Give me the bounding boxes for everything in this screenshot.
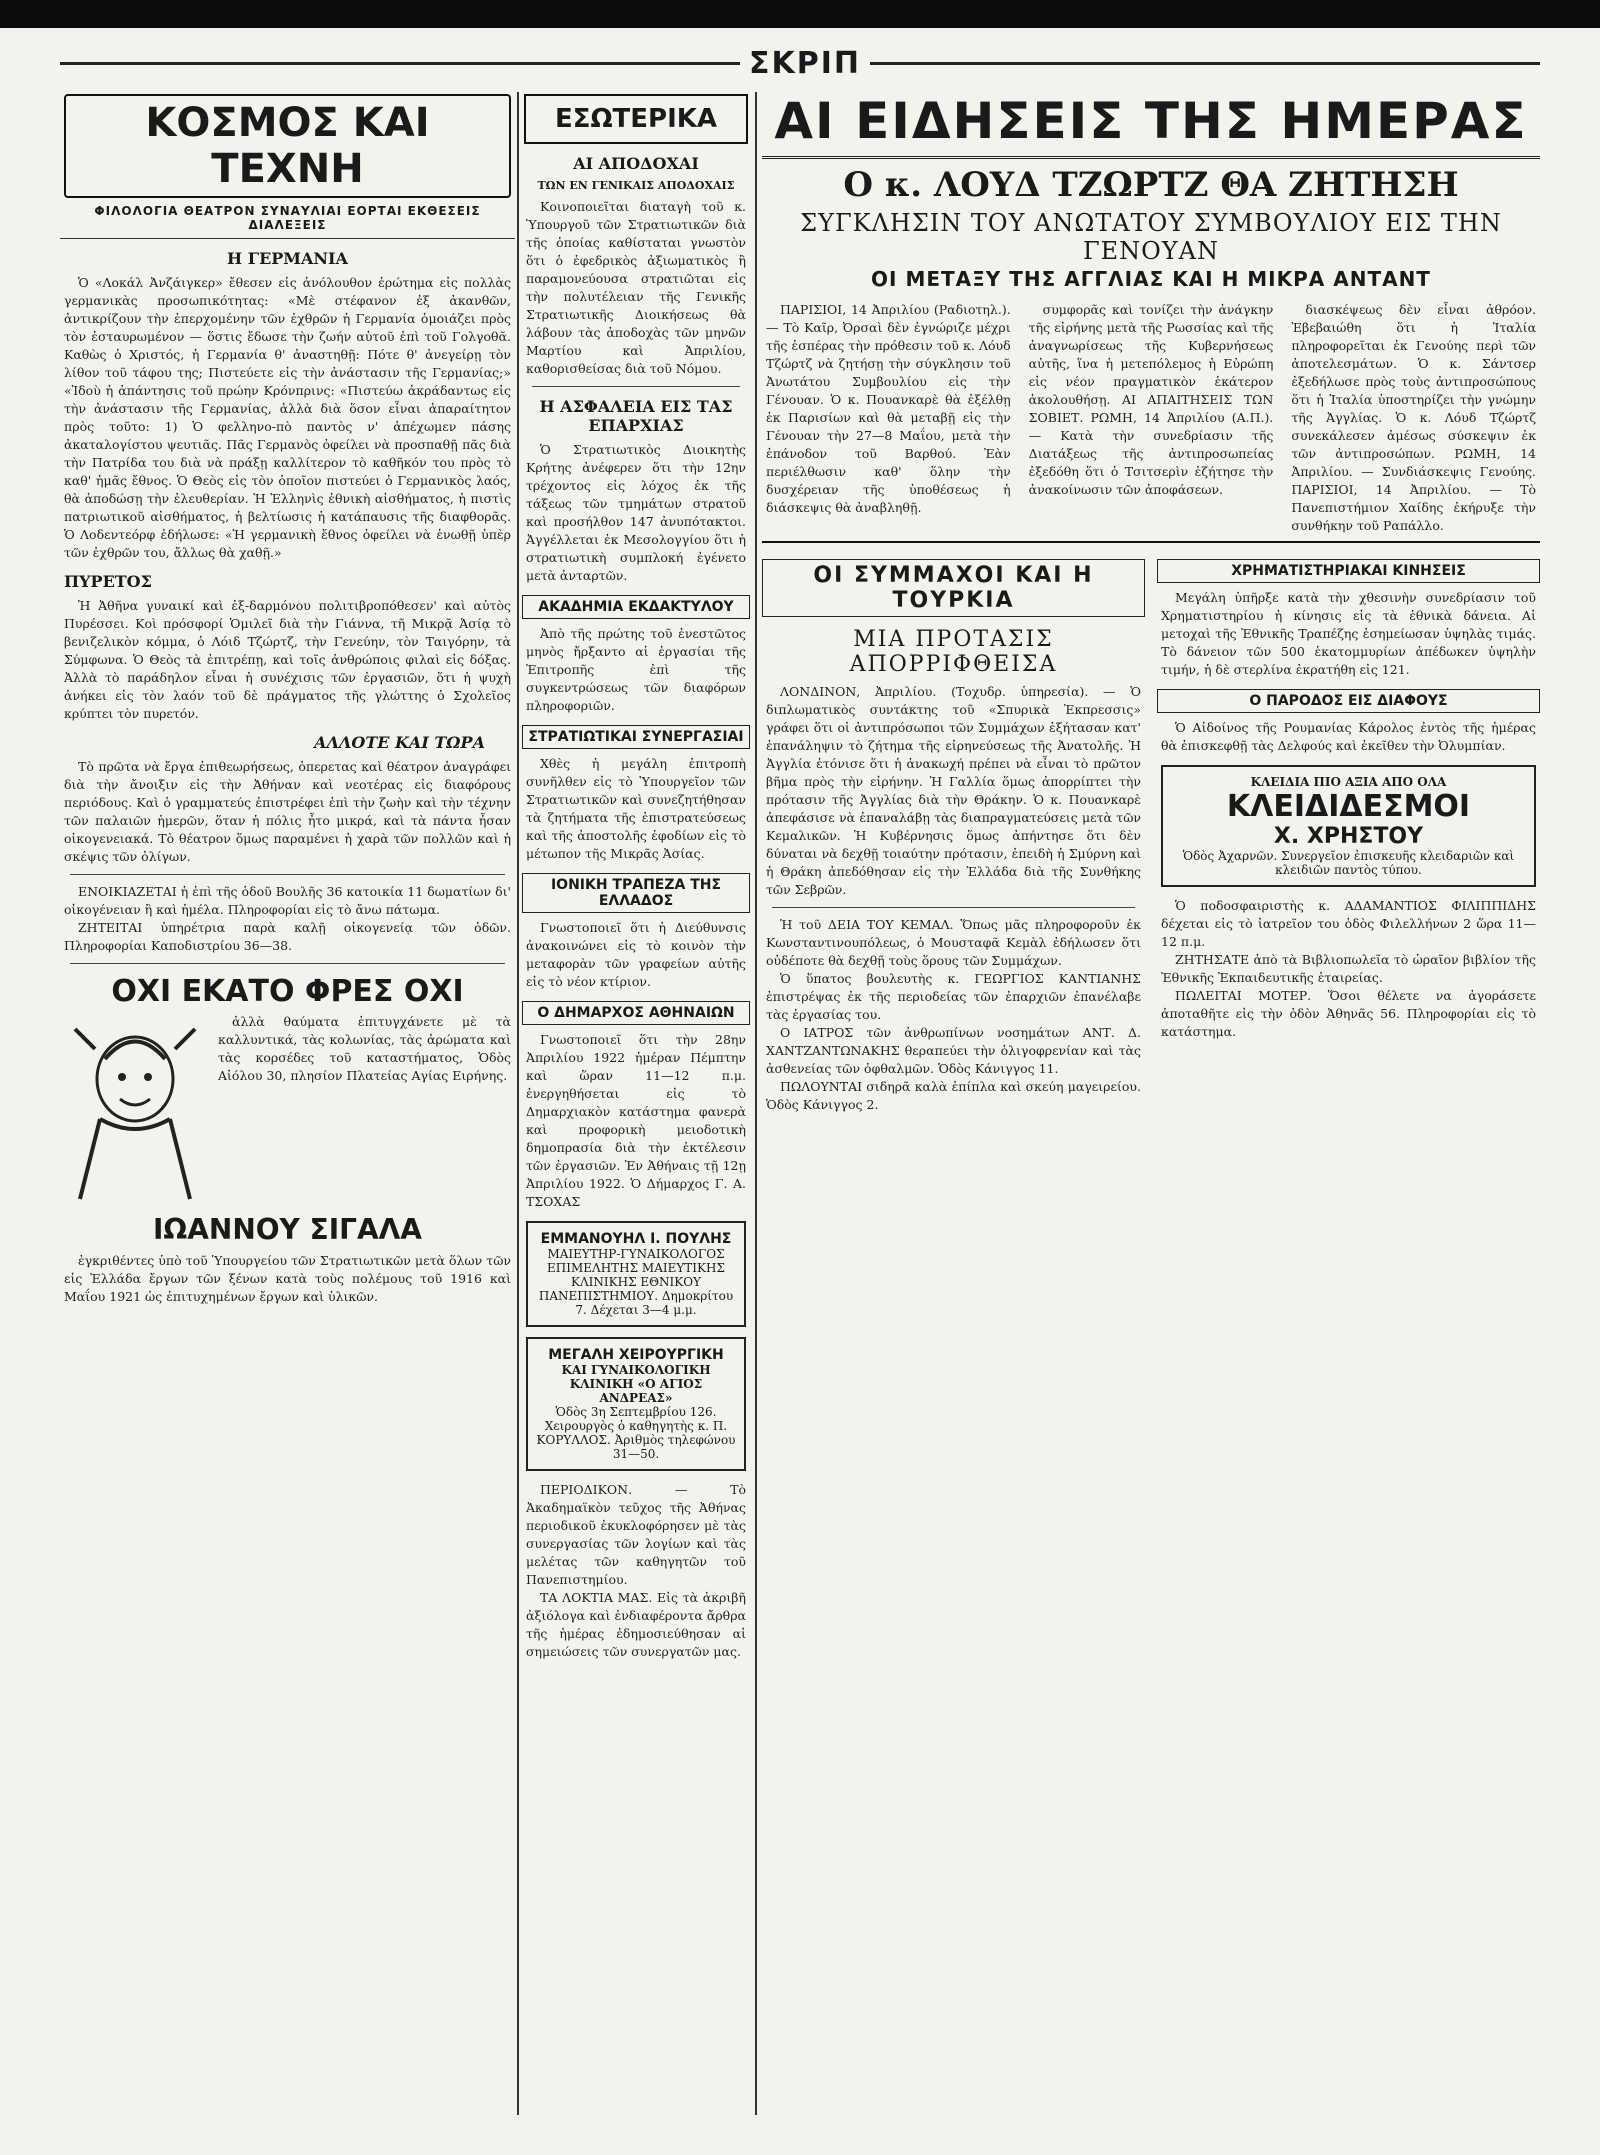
article-head-stratiotikai: ΣΤΡΑΤΙΩΤΙΚΑΙ ΣΥΝΕΡΓΑΣΙΑΙ (522, 725, 750, 749)
advert-kleidides-head: ΚΛΕΙΔΙΑ ΠΙΟ ΑΞΙΑ ΑΠΟ ΟΛΑ (1250, 775, 1447, 789)
advert-illustration (60, 1019, 210, 1209)
classified-poleitai-moter: ΠΩΛΕΙΤΑΙ ΜΟΤΕΡ. Ὅσοι θέλετε να ἀγοράσετε ἀποταθῆτε εἰς τὴν ὁδὸν Ἀθηνᾶς 56. Πληροφορίαι εἰς τὸ κατάστημα. (1161, 988, 1536, 1039)
article-body-dimarchos: Γνωστοποιεῖ ὅτι τὴν 28ην Ἀπριλίου 1922 ἡμέραν Πέμπτην καὶ ὥραν 11—12 π.μ. ἐνεργηθήσεται εἰς τὸ Δημαρχιακὸν κατάστημα φανερὰ καὶ προφορικὴ μειοδοτικὴ δημοπρασία διὰ τὴν ἐκτέλεσιν τῶν ἐργασιῶν. Ἐν Ἀθήναις τῇ 12ῃ Ἀπριλίου 1922. Ὁ Δήμαρχος Γ. Α. ΤΣΟΧΑΣ (526, 1032, 746, 1209)
article-body-allote: Τὸ πρῶτα νὰ ἔργα ἐπιθεωρήσεως, ὁπερετας καὶ θέατρον ἀναγράφει διὰ τὴν ἄνοιξιν εἰς τὴν Ἀθήναν καὶ νεοτέρας εἰς διαφόρους περιόδους. Καὶ ὁ γραμματεύς ἐπιστρέφει ἐπὶ τὴν ζωὴν καὶ τὴν τέχνην τῶν παλαιῶν ἡμερῶν, ὅταν ἡ πόλις ἦτο μικρά, καὶ τὰ πάντα ἦσαν οἰκογενειακά. Τὸ θέατρον ὅμως παραμένει ἡ χαρὰ τῶν πολλῶν καὶ ἡ σκέψις τῶν ὀλίγων. (64, 759, 511, 864)
section-title: ΕΣΩΤΕΡΙΚΑ (524, 94, 748, 144)
lead-subheadline: ΣΥΓΚΛΗΣΙΝ ΤΟΥ ΑΝΩΤΑΤΟΥ ΣΥΜΒΟΥΛΙΟΥ ΕΙΣ ΤΗΝ ΓΕΝΟΥΑΝ (800, 209, 1502, 265)
newspaper-name: ΣΚΡΙΠ (740, 46, 870, 81)
divider (70, 963, 505, 964)
article-body-kemal: Ἡ τοῦ ΔΕΙΑ ΤΟΥ ΚΕΜΑΛ. Ὅπως μᾶς πληροφοροῦν ἐκ Κωνσταντινουπόλεως, ὁ Μουσταφᾶ Κεμὰλ ἐδήλωσεν ὅτι οὐδέποτε θὰ δεχθῇ τοὺς ὅρους τῶν Συμμάχων. (766, 917, 1141, 968)
article-head-dimarchos: Ο ΔΗΜΑΡΧΟΣ ΑΘΗΝΑΙΩΝ (522, 1001, 750, 1025)
lower-section (762, 549, 1540, 1114)
article-body-periodikon: ΠΕΡΙΟΔΙΚΟΝ. — Τὸ Ἀκαδημαϊκὸν τεῦχος τῆς Ἀθήνας περιοδικοῦ ἐκυκλοφόρησεν μὲ τὰς συνεργασίας τῶν λογίων καὶ τὰς μελέτας τῶν καθηγητῶν τοῦ Πανεπιστημίου. (526, 1482, 746, 1587)
article-head-symmachoi: ΟΙ ΣΥΜΜΑΧΟΙ ΚΑΙ Η ΤΟΥΡΚΙΑ (762, 559, 1145, 617)
divider (70, 874, 505, 875)
column-esoterika (522, 84, 750, 2115)
classified-enoikiazetai: ΕΝΟΙΚΙΑΖΕΤΑΙ ἡ ἐπὶ τῆς ὁδοῦ Βουλῆς 36 κατοικία 11 δωματίων δι' οἰκογένειαν ἢ καὶ ἡμέλα. Πληροφορίαι εἰς τὸ ἄνω πάτωμα. (64, 884, 511, 917)
article-subhead-apodochai: ΤΩΝ ΕΝ ΓΕΝΙΚΑΙΣ ΑΠΟΔΟΧΑΙΣ (537, 179, 735, 192)
notice-kantianis: Ὁ ὕπατος βουλευτὴς κ. ΓΕΩΡΓΙΟΣ ΚΑΝΤΙΑΝΗΣ ἐπιστρέψας ἐκ τῆς περιοδείας τῶν ἐπαρχιῶν ἐπανέλαβε τὰς ἐργασίας του. (766, 971, 1141, 1022)
article-body-apodochai: Κοινοποιεῖται διαταγὴ τοῦ κ. Ὑπουργοῦ τῶν Στρατιωτικῶν διὰ τῆς ὁποίας καθίσταται γνωστὸν ὅτι ὁ ἐφεδρικὸς ἀξιωματικὸς ἢ παραμονεύουσα στρατιῶται εἰς τὴν πολυτέλειαν τῆς Γενικῆς Στρατιωτικῆς Διοικήσεως θὰ λάβουν τὰς ἀποδοχὰς τῶν μηνῶν Μαρτίου καὶ Ἀπριλίου, καθορισθείσας διὰ τοῦ Νόμου. (526, 199, 746, 376)
article-body-chrimatistirio: Μεγάλη ὑπῆρξε κατὰ τὴν χθεσινὴν συνεδρίασιν τοῦ Χρηματιστηρίου ἡ κίνησις εἰς τὰ ἐθνικὰ δάνεια. Αἱ μετοχαὶ τῆς Ἐθνικῆς Τραπέζης ἐσημείωσαν ὑψηλὰς τιμάς. Τὸ δάνειον τῶν 500 ἑκατομμυρίων ἀπέδωκεν ὑψηλὴν τιμήν, ἡ δὲ στερλίνα ἐκρατήθη εἰς 121. (1161, 590, 1536, 677)
advert-kleidides-name: ΚΛΕΙΔΙΔΕΣΜΟΙ (1226, 789, 1471, 824)
column-divider-2 (755, 92, 757, 2115)
lead-headline: Ο κ. ΛΟΥΔ ΤΖΩΡΤΖ ΘΑ ΖΗΤΗΣΗ (843, 165, 1459, 205)
article-body-parodos: Ὁ Αἰδοίνος τῆς Ρουμανίας Κάρολος ἐντὸς τῆς ἡμέρας θὰ ἐπισκεφθῇ τὰς Δελφούς καὶ ἐκεῖθεν τὴν Ὀλυμπίαν. (1161, 720, 1536, 753)
article-head-parodos: Ο ΠΑΡΟΔΟΣ ΕΙΣ ΔΙΑΦΟΥΣ (1157, 689, 1540, 713)
article-body-loktia: ΤΑ ΛΟΚΤΙΑ ΜΑΣ. Εἰς τὰ ἀκριβῆ ἀξιόλογα καὶ ἐνδιαφέροντα ἄρθρα τῆς ἡμέρας ἐδημοσιεύθησαν αἱ σημειώσεις τῶν συνεργατῶν μας. (526, 1590, 746, 1659)
lead-article-col1: ΠΑΡΙΣΙΟΙ, 14 Ἀπριλίου (Ραδιοτηλ.). — Τὸ Καῖρ, Ὀρσαὶ δὲν ἐγνώριζε μέχρι τῆς ἑσπέρας τὴν πρόθεσιν τοῦ κ. Λόυδ Τζώρτζ νὰ ζητήσῃ τὴν σύγκλησιν τοῦ Ἀνωτάτου Συμβουλίου εἰς τὴν Γένουαν. Ὁ κ. Πουανκαρὲ θὰ ἐξέλθῃ ἐκ Παρισίων καὶ θὰ μεταβῇ εἰς τὴν Γένουαν τὴν 27—8 Μαΐου, μετὰ τὴν ἐπάνοδον τοῦ Βαρθού. Ἐὰν περιέλθωσιν καθ' ὅλην τὴν δυσχέρειαν τῆς ὑποθέσεως ἡ διάσκεψις θὰ ἀναβληθῇ. (766, 302, 1011, 515)
page-headline: ΑΙ ΕΙΔΗΣΕΙΣ ΤΗΣ ΗΜΕΡΑΣ (762, 92, 1540, 159)
masthead (60, 46, 1540, 81)
article-head-akadimia: ΑΚΑΔΗΜΙΑ ΕΚΔΑΚΤΥΛΟΥ (522, 595, 750, 619)
article-head-pyretos: ΠΥΡΕΤΟΣ (64, 572, 152, 591)
column-divider-1 (517, 92, 519, 2115)
advert-cheirourgiki-sub: ΚΑΙ ΓΥΝΑΙΚΟΛΟΓΙΚΗ ΚΛΙΝΙΚΗ «Ο ΑΓΙΟΣ ΑΝΔΡΕΑΣ» (561, 1363, 711, 1405)
classified-zitetai: ΖΗΤΕΙΤΑΙ ὑπηρέτρια παρὰ καλῇ οἰκογενείᾳ τῶν ὁδῶν. Πληροφορίαι Καποδιστρίου 36—38. (64, 920, 511, 953)
article-head-germania: Η ΓΕΡΜΑΝΙΑ (227, 249, 348, 268)
advert-cheirourgiki-body: Ὁδὸς 3η Σεπτεμβρίου 126. Χειρουργὸς ὁ καθηγητὴς κ. Π. ΚΟΡΥΛΛΟΣ. Ἀριθμὸς τηλεφώνου 31—50. (536, 1405, 736, 1461)
advert-poulis-body: ΜΑΙΕΥΤΗΡ-ΓΥΝΑΙΚΟΛΟΓΟΣ ΕΠΙΜΕΛΗΤΗΣ ΜΑΙΕΥΤΙΚΗΣ ΚΛΙΝΙΚΗΣ ΕΘΝΙΚΟΥ ΠΑΝΕΠΙΣΤΗΜΙΟΥ. Δημοκρίτου 7. Δέχεται 3—4 μ.μ. (538, 1247, 734, 1317)
article-body-germania: Ὁ «Λοκάλ Ἀνζάιγκερ» ἔθεσεν εἰς ἀνόλουθον ἐρώτημα εἰς πολλὰς γερμανικὰς προσωπικότητας: «Μὲ στέφανον ἐξ ἀκανθῶν, ἀντικρίζουν τὴν ἐπερχομένην τῶν ἐχθρῶν ἡ Γερμανία ὁμοιάζει πρὸς τὸν ἐσταυρωμένον — ὅστις ἔδωσε τὴν ζωήν αὑτοῦ ἐπὶ τοῦ Γολγοθᾶ. Καθὼς ὁ Χριστός, ἡ Γερμανία θ' ἀναστηθῇ: Πότε θ' ἀνεγείρῃ τὸν λίθον τοῦ τάφου της; Πιστεύετε εἰς τὴν ἀνάστασιν τῆς Γερμανίας;» «Ἰδοὺ ἡ ἀπάντησις τοῦ πρώην Κρόνπρινς: «Πιστεύω ἀκράδαντως εἰς τὴν ἀνάστασιν τῆς Γερμανίας, ἀλλὰ διὰ ὅσον εἶναι ἀπαραίτητον πρὸς τοῦτο: 1) Ὁ φελληνο-πὸ παντὸς ν' ἀπέχωμεν πάσης ἀκαταλογίστου ψευτιᾶς. Πᾶς Γερμανὸς ὀφείλει νὰ προσπαθῇ πᾶς διὰ τὴν Πατρίδα του διὰ νὰ πράξῃ καλλίτερον τὸ καθῆκόν του πρὸς τὸ καθ' ἡμᾶς ἔθνος. Ὁ Θεὸς εἰς τὸν ὁποῖον πιστεύει ὁ Γερμανικὸς λαός, θὰ ἀποδώσῃ τὴν ἐλευθερίαν. Ἡ Ἑλληνὶς ἐθνικὴ αἰσθήματος, ἡ πιστὶς πατριωτικοῦ αἰσθήματος, ἡ βελτίωσις ἡ κατάπαυσις τῆς διαφθορᾶς. Ὁ Λοδεντεόρφ ἐδήλωσε: «Ἡ γερμανικὴ ἔθνος ὀφείλει νὰ ἑνωθῇ ὑπὲρ τῶν ἐχθρῶν του, ἄλλως θὰ χαθῇ.» (64, 275, 511, 560)
notice-zitisate: ΖΗΤΗΣΑΤΕ ἀπὸ τὰ Βιβλιοπωλεῖα τὸ ὡραῖον βιβλίον τῆς Ἐθνικῆς Ἐκπαιδευτικῆς ἑταιρείας. (1161, 952, 1536, 985)
advert-ochi-body: ἀλλὰ θαύματα ἐπιτυγχάνετε μὲ τὰ καλλυντικά, τὰς κολωνίας, τὰς ἀρώματα καὶ τὰς κορσέδες τοῦ καταστήματος, Ὁδὸς Αἰόλου 30, πλησίον Πλατείας Αγίας Ειρήνης. (218, 1014, 511, 1083)
lead-subheadline-2: ΟΙ ΜΕΤΑΞΥ ΤΗΣ ΑΓΓΛΙΑΣ ΚΑΙ Η ΜΙΚΡΑ ΑΝΤΑΝΤ (871, 267, 1431, 291)
advert-cheirourgiki-head: ΜΕΓΑΛΗ ΧΕΙΡΟΥΡΓΙΚΗ (548, 1347, 724, 1363)
advert-sigala-body: ἐγκριθέντες ὑπὸ τοῦ Ὑπουργείου τῶν Στρατιωτικῶν μετὰ ὅλων τῶν εἰς Ἑλλάδα ἔργων τῶν ξένων κατὰ τοὺς πολέμους τοῦ 1916 καὶ Μαΐου 1921 ὡς ἐπιτυχημένων ἔργων καὶ ὑλικῶν. (64, 1253, 511, 1304)
divider (762, 541, 1540, 543)
lead-article-col2: συμφορᾶς καὶ τονίζει τὴν ἀνάγκην τῆς εἰρήνης μετὰ τῆς Ρωσσίας καὶ τῆς ἀναγνωρίσεως τῆς Κυβερνήσεως αὐτῆς, ἵνα ἡ μετεπόλεμος ἡ Εὐρώπη εἰς νέον πραγματικὸν ἑκάτερον ἀκολουθήσῃ. ΑΙ ΑΠΑΙΤΗΣΕΙΣ ΤΩΝ ΣΟΒΙΕΤ. ΡΩΜΗ, 14 Ἀπριλίου (Α.Π.). — Κατὰ τὴν συνεδρίασιν τῆς Διατάξεως τῆς ἀντιπροσωπείας ἐξεδόθη ὅτι ὁ Τσιτσερὶν ἐζήτησε τὴν ἀνακοίνωσιν τῶν ἀποφάσεων. (1028, 302, 1274, 497)
advert-ochi-headline: ΟΧΙ ΕΚΑΤΟ ΦΡΕΣ ΟΧΙ (111, 974, 464, 1009)
article-head-apodochai: ΑΙ ΑΠΟΔΟΧΑΙ (573, 154, 699, 173)
advert-kleidides-body: Ὁδὸς Ἀχαρνῶν. Συνεργεῖον ἐπισκευῆς κλειδαριῶν καὶ κλειδιῶν παντὸς τύπου. (1182, 849, 1515, 877)
article-body-stratiotikai: Χθὲς ἡ μεγάλη ἐπιτροπὴ συνῆλθεν εἰς τὸ Ὑπουργεῖον τῶν Στρατιωτικῶν καὶ συνεζητήθησαν τὰ ζητήματα τῆς ἐπιστρατεύσεως καὶ τῆς ἀποστολῆς ἐφοδίων εἰς τὸ μέτωπον τῆς Μικρᾶς Ἀσίας. (526, 756, 746, 861)
advert-poulis-name: ΕΜΜΑΝΟΥΗΛ Ι. ΠΟΥΛΗΣ (540, 1231, 732, 1247)
article-body-symmachoi: ΛΟΝΔΙΝΟΝ, Ἀπριλίου. (Τοχυδρ. ὑπηρεσία). — Ὁ διπλωματικὸς συντάκτης τοῦ «Σπυρικὰ Ἐκπρεσσις» γράφει ὅτι οἱ ἀντιπρόσωποι τῶν Συμμάχων ἐξήτασαν κατ' ἐπανάληψιν τὸ ζήτημα τῆς εἰρηνεύσεως τῆς Ἀνατολῆς. Ἡ Ἀγγλία ἐτόνισε ὅτι ἡ ἀνακωχή πρέπει νὰ εἶναι τὸ πρῶτον βῆμα πρὸς τὴν εἰρήνην. Ἡ Γαλλία ὅμως ἀπορρίπτει τὴν πρότασιν τῆς Ἀγγλίας διὰ τὴν Θράκην. Ὁ κ. Πουανκαρὲ ἀπεφάσισε νὰ ἐπαναλάβῃ τὰς διαπραγματεύσεις μετὰ τῶν Κεμαλικῶν. Ἡ Κυβέρνησις ὅμως ἀπήντησε ὅτι δὲν δύναται νὰ δεχθῇ τοιαύτην πρότασιν, ἐπειδὴ ἡ Σμύρνη καὶ ἡ Θράκη ἀπεδόθησαν εἰς τὴν Ἑλλάδα διὰ τῆς Συνθήκης τῶν Σεβρῶν. (766, 684, 1141, 897)
advert-poulis (526, 1221, 746, 1327)
article-head-ioniki: ΙΟΝΙΚΗ ΤΡΑΠΕΖΑ ΤΗΣ ΕΛΛΑΔΟΣ (522, 873, 750, 913)
notice-adamantios: Ὁ ποδοσφαιριστὴς κ. ΑΔΑΜΑΝΤΙΟΣ ΦΙΛΙΠΠΙΔΗΣ δέχεται εἰς τὸ ἰατρεῖον του ὁδὸς Φιλελλήνων 2 ὥρα 11—12 π.μ. (1161, 898, 1536, 949)
advert-kleidides (1161, 765, 1536, 887)
advert-iatros: Ο ΙΑΤΡΟΣ τῶν ἀνθρωπίνων νοσημάτων ΑΝΤ. Δ. ΧΑΝΤΖΑΝΤΩΝΑΚΗΣ θεραπεύει τὴν ὀλιγοφρενίαν καὶ τὰς ἀσθενείας τῶν ὀφθαλμῶν. Ὁδὸς Κάνιγγος 11. (766, 1025, 1141, 1076)
lead-article (762, 301, 1540, 535)
advert-sigala-name: ΙΩΑΝΝΟΥ ΣΙΓΑΛΑ (153, 1213, 422, 1246)
column-eidiseis (762, 84, 1540, 2115)
article-body-pyretos: Ἡ Ἀθῆνα γυναικί καὶ ἐξ-δαρμόνου πολιτιβροπόθεσεν' καὶ αὐτὸς Πυρέσσει. Κοὶ πρόσφορί Ὁμιλεῖ διὰ τὴν Γιάννα, τῆ Μικρᾷ Ἀσίᾳ τὸ βενιζελικὸν κόμμα, ὁ Λόιδ Τζώρτζ, τὴν Γενεύην, τὸν Ταιγόρην, τὰ Σύμφωνα. Ὁ Θεὸς τὰ ἐπιτρέπῃ, καὶ τοῖς ἀνθρώποις φιλαὶ εἰς δόξας. Ἀλλὰ τὸ παράδηλον εἶναι ἡ συνέχισις τῶν ἐργασιῶν, ὅτι ἡ ψυχὴ ἀνήκει εἰς τὸν λαόν τοῦ δὲ πράγματος τῆς γλώττης ὁ Σχολεῖος κρύπτει τὸν πυρετόν. (64, 598, 511, 721)
advert-cheirourgiki (526, 1337, 746, 1471)
divider (532, 386, 740, 387)
section-subline: ΦΙΛΟΛΟΓΙΑ ΘΕΑΤΡΟΝ ΣΥΝΑΥΛΙΑΙ ΕΟΡΤΑΙ ΕΚΘΕΣΕΙΣ ΔΙΑΛΕΞΕΙΣ (60, 204, 515, 239)
article-body-akadimia: Ἀπὸ τῆς πρώτης τοῦ ἐνεστῶτος μηνὸς ἤρξαντο αἱ ἐργασίαι τῆς Ἐπιτροπῆς ἐπὶ τῆς συγκεντρώσεως τῶν διαφόρων πληροφοριῶν. (526, 626, 746, 713)
section-title: ΚΟΣΜΟΣ ΚΑΙ ΤΕΧΝΗ (64, 94, 511, 198)
article-subhead-symmachoi: ΜΙΑ ΠΡΟΤΑΣΙΣ ΑΠΟΡΡΙΦΘΕΙΣΑ (849, 627, 1058, 677)
column-kosmos (60, 84, 515, 2115)
divider (772, 907, 1135, 908)
classified-polountai: ΠΩΛΟΥΝΤΑΙ σιδηρᾶ καλὰ ἐπίπλα καὶ σκεύη μαγειρείου. Ὁδὸς Κάνιγγος 2. (766, 1079, 1141, 1112)
article-head-chrimatistirio: ΧΡΗΜΑΤΙΣΤΗΡΙΑΚΑΙ ΚΙΝΗΣΕΙΣ (1157, 559, 1540, 583)
article-head-allote: ΑΛΛΟΤΕ ΚΑΙ ΤΩΡΑ (314, 733, 485, 752)
article-body-ioniki: Γνωστοποιεῖ ὅτι ἡ Διεύθυνσις ἀνακοινώνει εἰς τὸ κοινὸν τὴν μεταφορὰν τῶν γραφείων αὐτῆς εἰς τὸ νέον κτίριον. (526, 920, 746, 989)
article-head-asfaleia: Η ΑΣΦΑΛΕΙΑ ΕΙΣ ΤΑΣ ΕΠΑΡΧΙΑΣ (539, 397, 733, 435)
lead-article-col3: διασκέψεως δὲν εἶναι ἀθρόον. Ἐβεβαιώθη ὅτι ἡ Ἰταλία πληροφορεῖται ἐκ Γενούης περὶ τῶν ἀποτελεσμάτων. Ὁ κ. Σάντσερ ἐξεδήλωσε πρὸς τοὺς ἀντιπροσώπους ὅτι ἡ Ἰταλία ὑποστηρίζει τὴν γνώμην τῆς Ἀγγλίας. Ὁ κ. Λόυδ Τζώρτζ συνεκάλεσεν ἀμέσως σύσκεψιν ἐκ τῶν ἀντιπροσώπων. ΡΩΜΗ, 14 Ἀπριλίου. — Συνδιάσκεψις Γενούης. ΠΑΡΙΣΙΟΙ, 14 Ἀπριλίου. — Τὸ Πανεπιστήμιον Χαίδης ἐκήρυξε τὴν συνθήκην τοῦ Ραπάλλο. (1291, 302, 1537, 533)
top-black-bar (0, 0, 1600, 28)
advert-kleidides-maker: Χ. ΧΡΗΣΤΟΥ (1273, 824, 1424, 849)
article-body-asfaleia: Ὁ Στρατιωτικὸς Διοικητὴς Κρήτης ἀνέφερεν ὅτι τὴν 12ην τρέχοντος εἰς λόχος ἐκ τῆς τάξεως τῶν τμημάτων στρατοῦ καὶ προσήλθον 147 ἀνυπότακτοι. Ἀγγέλλεται ἐκ Μεσολογγίου ὅτι ἡ στρατιωτικὴ συμπλοκή ἐγένετο μετὰ ἀνταρτῶν. (526, 442, 746, 583)
